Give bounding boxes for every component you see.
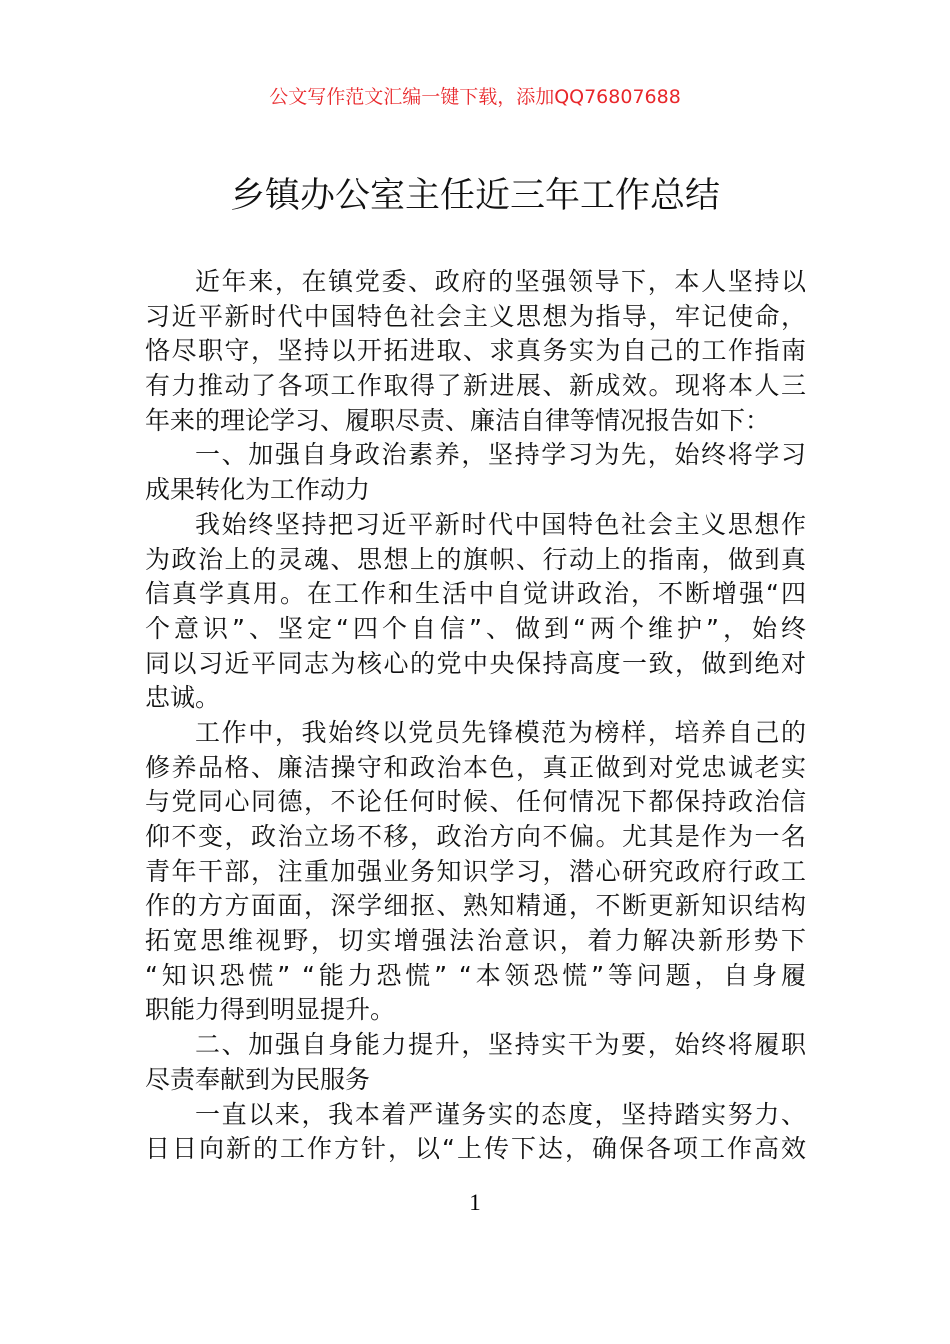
body-text-line: 为政治上的灵魂、思想上的旗帜、行动上的指南，做到真 bbox=[145, 544, 806, 574]
body-text-line: 恪尽职守，坚持以开拓进取、求真务实为自己的工作指南 bbox=[145, 336, 806, 366]
body-text-line: 作的方方面面，深学细抠、熟知精通，不断更新知识结构 bbox=[145, 891, 806, 921]
body-text-line: 近年来，在镇党委、政府的坚强领导下，本人坚持以 bbox=[195, 267, 806, 296]
body-text-line: 职能力得到明显提升。 bbox=[145, 995, 396, 1025]
body-text-line: 日日向新的工作方针，以“上传下达，确保各项工作高效 bbox=[145, 1134, 806, 1164]
body-text-line: 与党同心同德，不论任何时候、任何情况下都保持政治信 bbox=[145, 787, 806, 817]
body-text-line: 尽责奉献到为民服务 bbox=[145, 1064, 371, 1094]
body-text-line: 忠诚。 bbox=[145, 683, 221, 713]
body-text-line: 一直以来，我本着严谨务实的态度，坚持踏实努力、 bbox=[195, 1099, 806, 1129]
body-text-line: 成果转化为工作动力 bbox=[145, 475, 371, 505]
body-text-line: 青年干部，注重加强业务知识学习，潜心研究政府行政工 bbox=[145, 856, 806, 886]
body-text-line: 工作中，我始终以党员先锋模范为榜样，培养自己的 bbox=[195, 717, 806, 747]
body-text-line: 年来的理论学习、履职尽责、廉洁自律等情况报告如下： bbox=[145, 405, 771, 435]
body-text-line: 二、加强自身能力提升，坚持实干为要，始终将履职 bbox=[195, 1030, 806, 1060]
page-number: 1 bbox=[469, 1190, 481, 1215]
body-text-line: 个意识”、坚定“四个自信”、做到“两个维护”，始终 bbox=[145, 613, 806, 643]
download-promo-header: 公文写作范文汇编一键下载，添加QQ76807688 bbox=[269, 86, 681, 108]
body-text-line: 我始终坚持把习近平新时代中国特色社会主义思想作 bbox=[195, 509, 806, 539]
body-text-line: 习近平新时代中国特色社会主义思想为指导，牢记使命， bbox=[145, 301, 806, 331]
document-title: 乡镇办公室主任近三年工作总结 bbox=[229, 176, 720, 216]
body-text-line: 仰不变，政治立场不移，政治方向不偏。尤其是作为一名 bbox=[145, 822, 806, 851]
body-text-line: 有力推动了各项工作取得了新进展、新成效。现将本人三 bbox=[145, 371, 806, 401]
body-text-line: 一、加强自身政治素养，坚持学习为先，始终将学习 bbox=[195, 440, 806, 470]
body-text-line: 拓宽思维视野，切实增强法治意识，着力解决新形势下 bbox=[145, 926, 806, 956]
body-text-line: 信真学真用。在工作和生活中自觉讲政治，不断增强“四 bbox=[145, 579, 806, 609]
document-body bbox=[145, 265, 806, 1167]
body-text-line: “知识恐慌” “能力恐慌” “本领恐慌”等问题，自身履 bbox=[145, 960, 806, 990]
body-text-line: 同以习近平同志为核心的党中央保持高度一致，做到绝对 bbox=[145, 648, 806, 678]
body-text-line: 修养品格、廉洁操守和政治本色，真正做到对党忠诚老实 bbox=[145, 752, 806, 782]
